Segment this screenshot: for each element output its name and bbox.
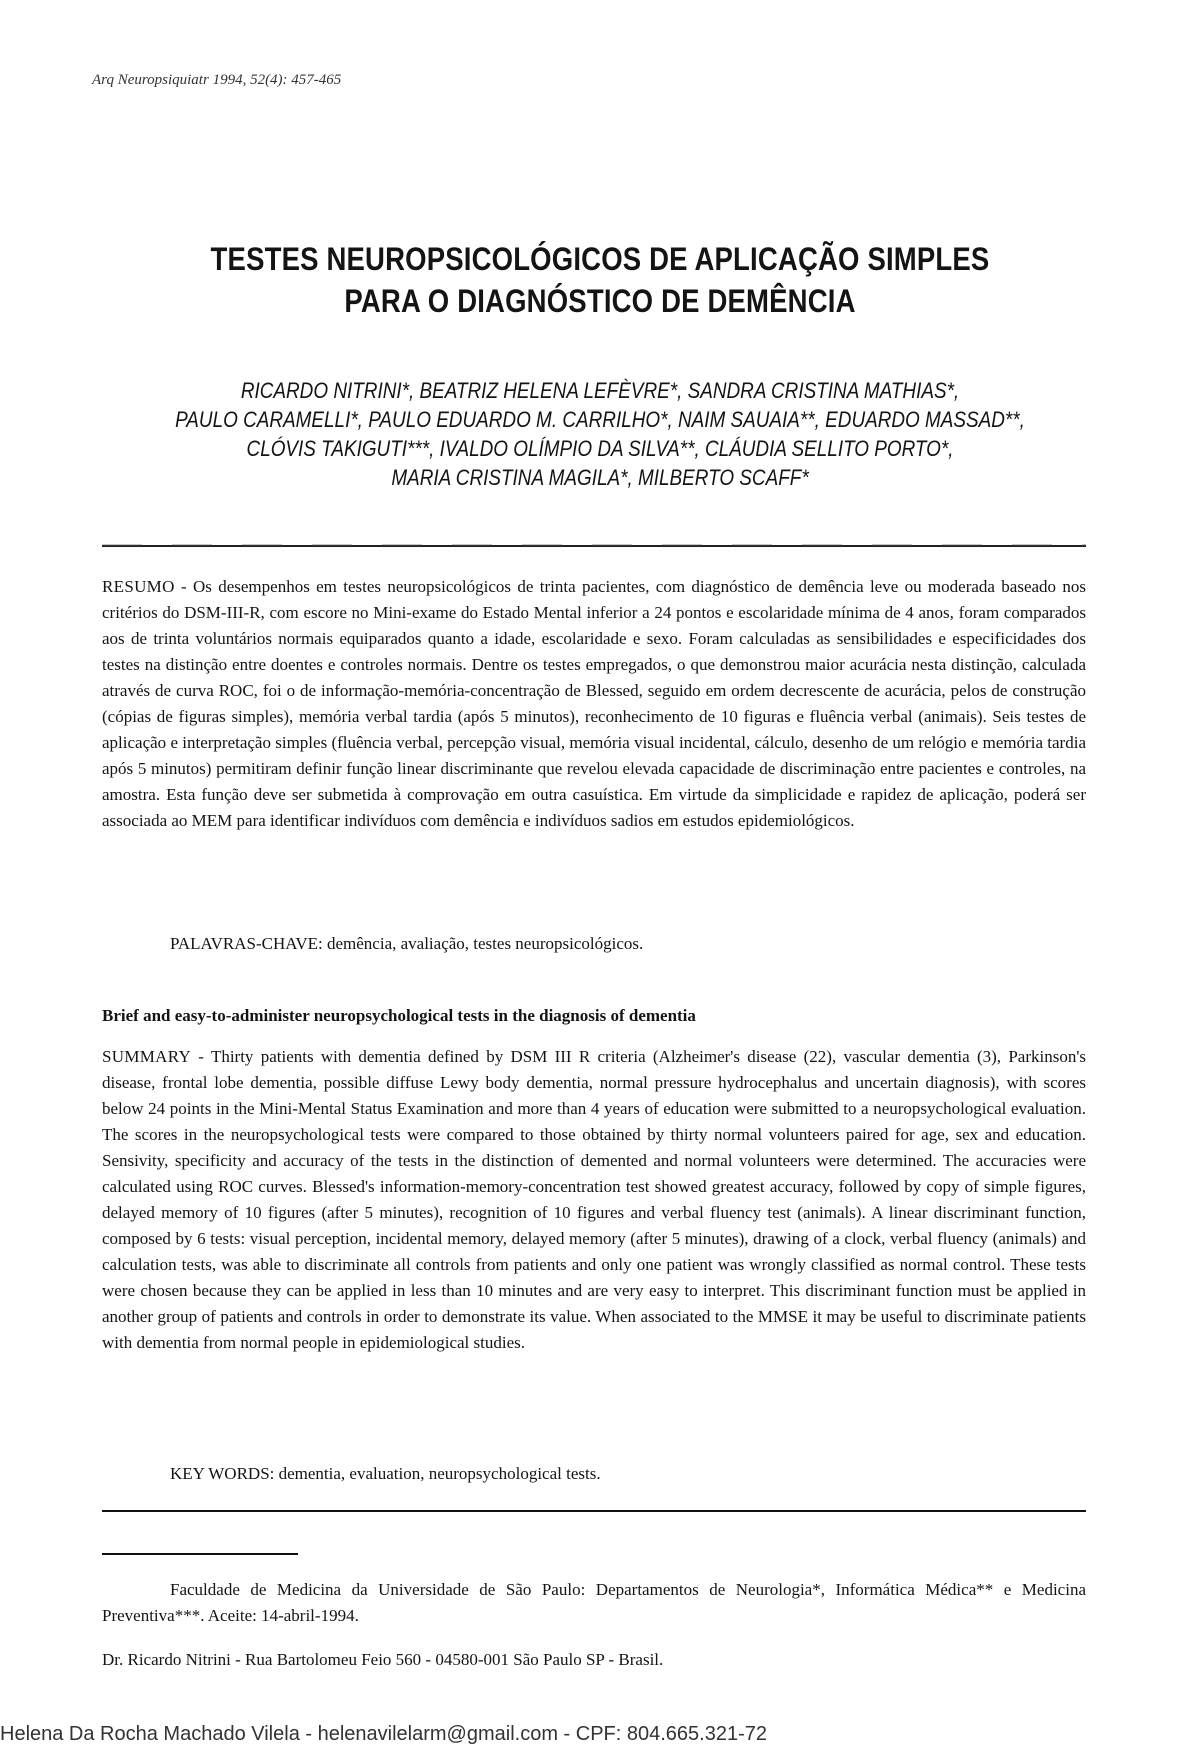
author-list [170, 376, 1030, 492]
article-title-line-1: TESTES NEUROPSICOLÓGICOS DE APLICAÇÃO SIMPLES [210, 241, 990, 277]
author-line-1: RICARDO NITRINI*, BEATRIZ HELENA LEFÈVRE*, SANDRA CRISTINA MATHIAS*, [240, 378, 960, 403]
correspondence-address: Dr. Ricardo Nitrini - Rua Bartolomeu Feio 560 - 04580-001 São Paulo SP - Brasil. [102, 1650, 664, 1669]
english-title: Brief and easy-to-administer neuropsychological tests in the diagnosis of dementia [102, 1006, 696, 1025]
footnote-divider [102, 1553, 298, 1555]
summary-text: - Thirty patients with dementia defined by DSM III R criteria (Alzheimer's disease (22), vascular dementia (3), Parkinson's disease, frontal lobe dementia, possible diffuse Lewy body dementia, normal pressure hydrocephalus and uncertain diagnosis), with scores below 24 points in the Mini-Mental Status Examination and more than 4 years of education were submitted to a neuropsychological evaluation. The scores in the neuropsychological tests were compared to those obtained by thirty normal volunteers paired for age, sex and education. Sensivity, specificity and accuracy of the tests in the distinction of demented and normal volunteers were determined. The accuracies were calculated using ROC curves. Blessed's information-memory-concentration test showed greatest accuracy, followed by copy of simple figures, delayed memory of 10 figures (after 5 minutes), recognition of 10 figures and verbal fluency test (animals). A linear discriminant function, composed by 6 tests: visual perception, incidental memory, delayed memory (after 5 minutes), drawing of a clock, verbal fluency (animals) and calculation tests, was able to discriminate all controls from patients and only one patient was wrongly classified as normal control. These tests were chosen because they can be applied in less than 10 minutes and are very easy to interpret. This discriminant function must be applied in another group of patients and controls in order to demonstrate its value. When associated to the MMSE it may be useful to discriminate patients with dementia from normal people in epidemiological studies. [102, 1047, 1086, 1352]
author-line-2: PAULO CARAMELLI*, PAULO EDUARDO M. CARRILHO*, NAIM SAUAIA**, EDUARDO MASSAD**, [175, 407, 1025, 432]
resumo-text: - Os desempenhos em testes neuropsicológicos de trinta pacientes, com diagnóstico de demência leve ou moderada baseado nos critérios do DSM-III-R, com escore no Mini-exame do Estado Mental inferior a 24 pontos e escolaridade mínima de 4 anos, foram comparados aos de trinta voluntários normais equiparados quanto a idade, escolaridade e sexo. Foram calculadas as sensibilidades e especificidades dos testes na distinção entre doentes e controles normais. Dentre os testes empregados, o que demonstrou maior acurácia nesta distinção, calculada através de curva ROC, foi o de informação-memória-concentração de Blessed, seguido em ordem decrescente de acurácia, pelos de construção (cópias de figuras simples), memória verbal tardia (após 5 minutos), reconhecimento de 10 figuras e fluência verbal (animais). Seis testes de aplicação e interpretação simples (fluência verbal, percepção visual, memória visual incidental, cálculo, desenho de um relógio e memória tardia após 5 minutos) permitiram definir função linear discriminante que revelou elevada capacidade de discriminação entre pacientes e controles, na amostra. Esta função deve ser submetida à comprovação em outra casuística. Em virtude da simplicidade e rapidez de aplicação, poderá ser associada ao MEM para identificar indivíduos com demência e indivíduos sadios em estudos epidemiológicos. [102, 577, 1086, 830]
license-watermark: Helena Da Rocha Machado Vilela - helenavilelarm@gmail.com - CPF: 804.665.321-72 [0, 1723, 767, 1745]
article-title-line-2: PARA O DIAGNÓSTICO DE DEMÊNCIA [344, 283, 856, 319]
abstract-end-divider [102, 1510, 1086, 1512]
summary-label: SUMMARY [102, 1047, 192, 1066]
author-line-4: MARIA CRISTINA MAGILA*, MILBERTO SCAFF* [391, 465, 809, 490]
summary-paragraph [102, 1044, 1086, 1356]
resumo-label: RESUMO [102, 577, 175, 596]
palavras-chave: PALAVRAS-CHAVE: demência, avaliação, testes neuropsicológicos. [170, 934, 644, 953]
journal-reference: Arq Neuropsiquiatr 1994, 52(4): 457-465 [92, 72, 342, 88]
affiliation-footnote: Faculdade de Medicina da Universidade de São Paulo: Departamentos de Neurologia*, Informática Médica** e Medicina Preventiva***. Aceite: 14-abril-1994. [102, 1580, 1086, 1625]
resumo-paragraph [102, 574, 1086, 834]
key-words: KEY WORDS: dementia, evaluation, neuropsychological tests. [170, 1464, 601, 1483]
author-line-3: CLÓVIS TAKIGUTI***, IVALDO OLÍMPIO DA SILVA**, CLÁUDIA SELLITO PORTO*, [246, 436, 954, 461]
header-divider [102, 545, 1086, 547]
article-title [187, 238, 1013, 322]
